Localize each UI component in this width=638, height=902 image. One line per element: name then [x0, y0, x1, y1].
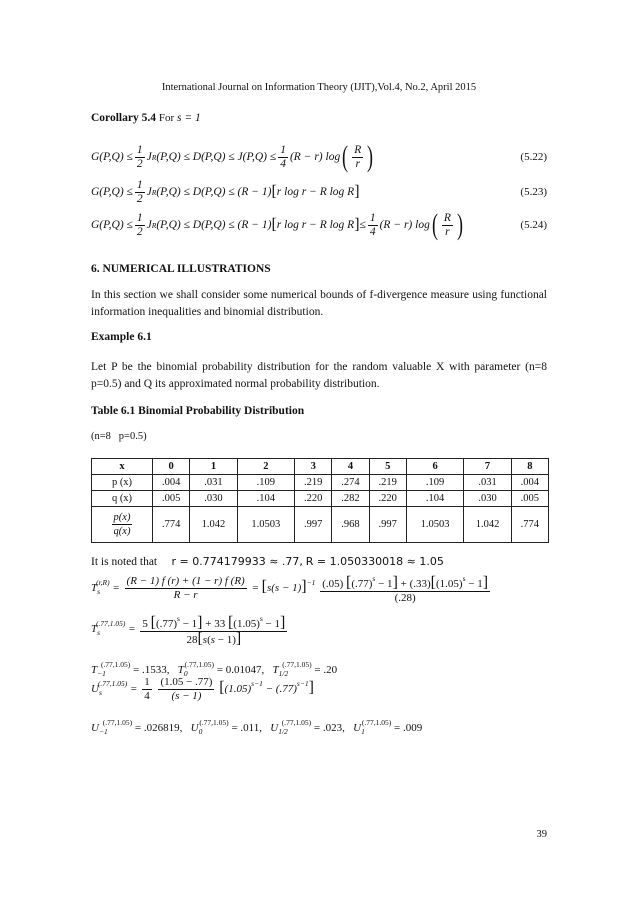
table-title: Table 6.1 Binomial Probability Distribution — [91, 405, 305, 417]
R-value: R = 1.050330018 ≈ 1.05 — [305, 555, 444, 568]
table-row — [92, 507, 549, 543]
table-row — [92, 491, 549, 507]
table-cell: .219 — [369, 475, 406, 491]
corollary-condition: s = 1 — [176, 112, 201, 124]
table-cell: 1.042 — [190, 507, 237, 543]
U-numeric-formula: $U_s^{(.77,1.05)}$ = $\frac{1}{4}$ $\frac{(1.05 - .77)}{(s - 1)}$ $[(1.05)^{s-1} - (.77)^{s-1}]$ — [91, 676, 314, 702]
r-value: r = 0.774179933 ≈ .77, — [171, 555, 303, 568]
page-number: 39 — [536, 829, 547, 840]
T-results: $T_{-1}^{(.77,1.05)} = .1533$, $T_0^{(.77,1.05)} = 0.01047$, $T_{1/2}^{(.77,1.05)} = .20$ — [91, 660, 338, 678]
corollary-for: For — [158, 112, 175, 124]
table-cell: .109 — [237, 475, 294, 491]
table-cell: .104 — [406, 491, 463, 507]
table-cell: .774 — [153, 507, 190, 543]
table-header-cell: 6 — [406, 459, 463, 475]
table-cell: 1.042 — [464, 507, 511, 543]
table-header-cell: 5 — [369, 459, 406, 475]
example-text: Let P be the binomial probability distribution for the random valuable X with parameter (n=8 p=0.5) and Q its approximated normal probability distribution. — [91, 361, 547, 390]
equation-5-24 — [91, 205, 547, 245]
table-cell: .004 — [153, 475, 190, 491]
ratio-numerator: p(x) — [113, 512, 131, 523]
table-cell: .004 — [511, 475, 548, 491]
table-cell: 1.0503 — [406, 507, 463, 543]
table-cell: .005 — [511, 491, 548, 507]
T-general-formula: $T_s^{(r,R)}$ = $\frac{(R - 1) f (r) + (1 - r) f (R)}{R - r}$ = $[s(s - 1)]^{-1}$ $\frac{(.05) [(.77)^s - 1] + (.33)[(1.05)^s - 1]}{(.28)}$ — [91, 574, 489, 604]
table-cell: .030 — [190, 491, 237, 507]
table-cell: .220 — [369, 491, 406, 507]
table-header-cell: 4 — [332, 459, 369, 475]
table-header-row — [92, 459, 549, 475]
table-cell: .109 — [406, 475, 463, 491]
T-half-value: .20 — [323, 664, 338, 676]
equation-number: (5.22) — [520, 151, 547, 163]
equation-5-22-body: G(P,Q) ≤ $\frac{1}{2}$ J R (P,Q) ≤ D(P,Q) ≤ J(P,Q) ≤ $\frac{1}{4}$ (R − r) log ( $\frac{R}{r}$ ) — [91, 140, 374, 173]
table-cell: .219 — [295, 475, 332, 491]
table-row-label — [92, 507, 153, 543]
table-header-cell: 8 — [511, 459, 548, 475]
table-cell: .031 — [464, 475, 511, 491]
noted-line — [91, 555, 444, 568]
table-cell: .274 — [332, 475, 369, 491]
table-cell: 1.0503 — [237, 507, 294, 543]
table-cell: .104 — [237, 491, 294, 507]
U-half-value: .023 — [322, 722, 343, 734]
T-numeric-formula: $T_s^{(.77,1.05)}$ = $\frac{5 [(.77)^s - 1] + 33 [(1.05)^s - 1]}{28[s(s - 1)]}$ — [91, 614, 286, 647]
table-cell: .031 — [190, 475, 237, 491]
example-title: Example 6.1 — [91, 331, 152, 343]
equation-number: (5.23) — [520, 186, 547, 198]
equation-number: (5.24) — [520, 219, 547, 231]
table-cell: .968 — [332, 507, 369, 543]
table-cell: .997 — [295, 507, 332, 543]
T-minus-one-value: .1533 — [142, 664, 167, 676]
table-params: (n=8 p=0.5) — [91, 431, 147, 442]
table-row — [92, 475, 549, 491]
probability-table — [91, 458, 549, 543]
table-header-cell: 7 — [464, 459, 511, 475]
table-row-label: p (x) — [92, 475, 153, 491]
T-zero-value: 0.01047 — [225, 664, 262, 676]
table-header-cell: 3 — [295, 459, 332, 475]
U-zero-value: .011 — [240, 722, 260, 734]
U-results: $U_{-1}^{(.77,1.05)} = .026819$, $U_0^{(.77,1.05)} = .011$, $U_{1/2}^{(.77,1.05)} = .023$, $U_1^{(.77,1.05)} = .009$ — [91, 718, 423, 736]
table-header-cell: x — [92, 459, 153, 475]
table-cell: .005 — [153, 491, 190, 507]
table-cell: .220 — [295, 491, 332, 507]
table-cell: .774 — [511, 507, 548, 543]
ratio-denominator: q(x) — [113, 526, 131, 537]
table-cell: .282 — [332, 491, 369, 507]
equation-5-23-body: G(P,Q) ≤ $\frac{1}{2}$ J R (P,Q) ≤ D(P,Q) ≤ (R − 1) [ r log r − R log R ] — [91, 178, 360, 205]
equation-5-24-body: G(P,Q) ≤ $\frac{1}{2}$ J R (P,Q) ≤ D(P,Q) ≤ (R − 1) [ r log r − R log R ] ≤ $\frac{1}{4}$ (R − r) log ( $\frac{R}{r}$ ) — [91, 208, 463, 241]
U-one-value: .009 — [402, 722, 423, 734]
section-intro: In this section we shall consider some numerical bounds of f-divergence measure using functional information inequalities and binomial distribution. — [91, 289, 547, 318]
table-header-cell: 0 — [153, 459, 190, 475]
table-cell: .997 — [369, 507, 406, 543]
corollary-title: Corollary 5.4 — [91, 112, 156, 124]
corollary-line — [91, 112, 201, 124]
table-row-label: q (x) — [92, 491, 153, 507]
noted-prefix: It is noted that — [91, 556, 158, 568]
table-cell: .030 — [464, 491, 511, 507]
table-header-cell: 1 — [190, 459, 237, 475]
section-title: 6. NUMERICAL ILLUSTRATIONS — [91, 263, 271, 275]
table-header-cell: 2 — [237, 459, 294, 475]
U-minus-one-value: .026819 — [143, 722, 180, 734]
equation-5-22 — [91, 137, 547, 177]
journal-header: International Journal on Information Theory (IJIT),Vol.4, No.2, April 2015 — [161, 82, 477, 93]
